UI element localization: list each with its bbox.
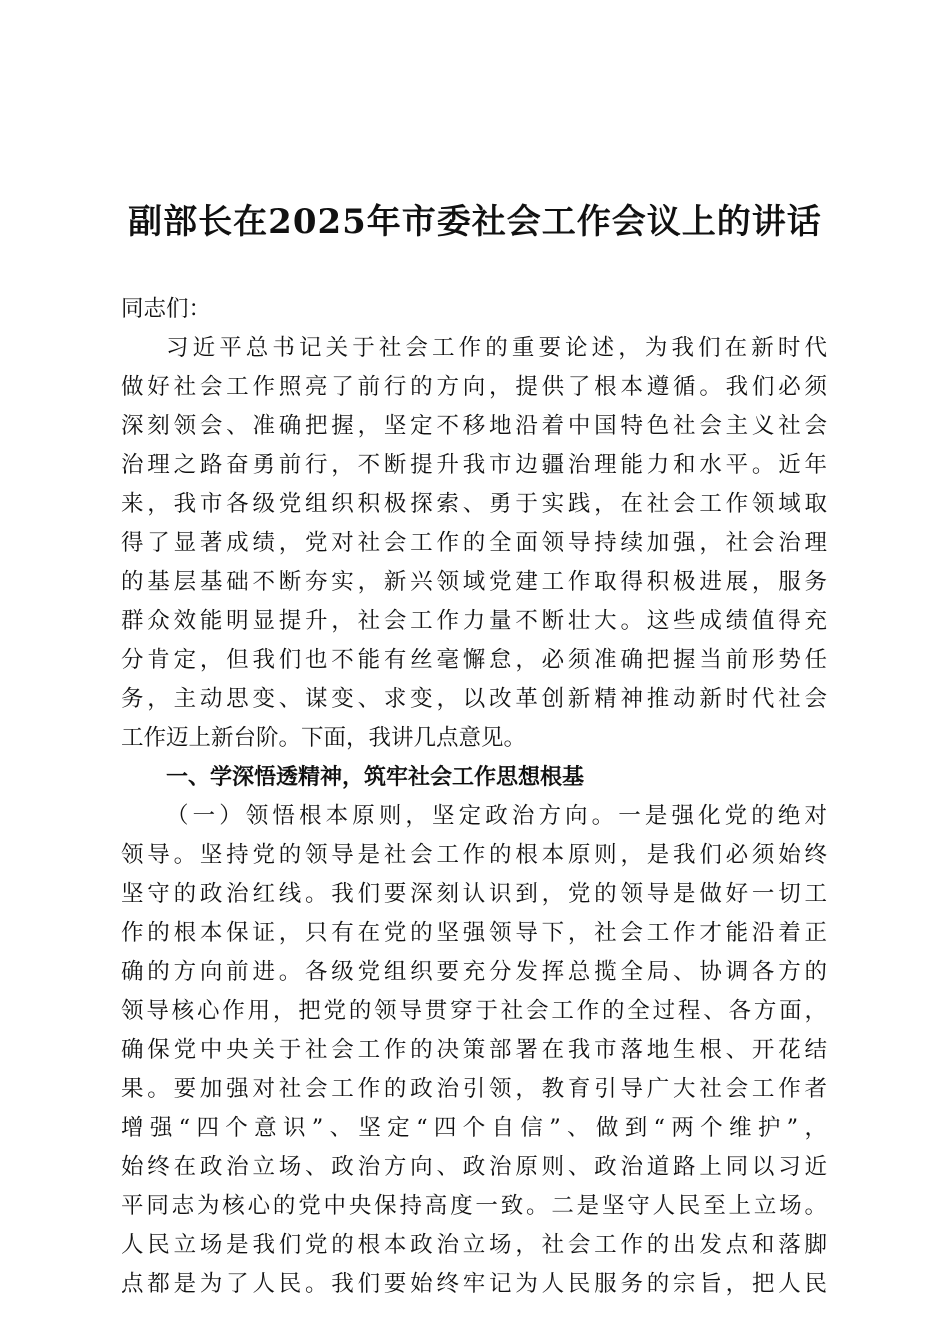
- paragraph-line: 深刻领会、准确把握，坚定不移地沿着中国特色社会主义社会: [121, 413, 827, 439]
- paragraph-line: 领导核心作用，把党的领导贯穿于社会工作的全过程、各方面，: [121, 998, 827, 1024]
- paragraph-line: 确的方向前进。各级党组织要充分发挥总揽全局、协调各方的: [121, 959, 827, 985]
- paragraph-line: 确保党中央关于社会工作的决策部署在我市落地生根、开花结: [121, 1037, 827, 1063]
- paragraph-line: 群众效能明显提升，社会工作力量不断壮大。这些成绩值得充: [121, 608, 827, 634]
- paragraph-line: 作的根本保证，只有在党的坚强领导下，社会工作才能沿着正: [121, 920, 827, 946]
- paragraph-line: 坚守的政治红线。我们要深刻认识到，党的领导是做好一切工: [121, 881, 827, 907]
- paragraph-line: 领导。坚持党的领导是社会工作的根本原则，是我们必须始终: [121, 842, 827, 868]
- paragraph-line: 平同志为核心的党中央保持高度一致。二是坚守人民至上立场。: [121, 1193, 827, 1219]
- paragraph-line: 人民立场是我们党的根本政治立场，社会工作的出发点和落脚: [121, 1232, 827, 1258]
- paragraph-line: 得了显著成绩，党对社会工作的全面领导持续加强，社会治理: [121, 530, 827, 556]
- paragraph-line: 治理之路奋勇前行，不断提升我市边疆治理能力和水平。近年: [121, 452, 827, 478]
- paragraph-line: 分肯定，但我们也不能有丝毫懈怠，必须准确把握当前形势任: [121, 647, 827, 673]
- salutation: 同志们：: [121, 296, 212, 322]
- document-title: 副部长在2025年市委社会工作会议上的讲话: [128, 202, 822, 242]
- paragraph-line: 增强“四个意识”、坚定“四个自信”、做到“两个维护”，: [121, 1115, 827, 1141]
- paragraph-line: 做好社会工作照亮了前行的方向，提供了根本遵循。我们必须: [121, 374, 827, 400]
- paragraph-line: （一）领悟根本原则，坚定政治方向。一是强化党的绝对: [166, 803, 827, 829]
- paragraph-line: 务，主动思变、谋变、求变，以改革创新精神推动新时代社会: [121, 686, 827, 712]
- paragraph-line: 来，我市各级党组织积极探索、勇于实践，在社会工作领域取: [121, 491, 827, 517]
- paragraph-line: 果。要加强对社会工作的政治引领，教育引导广大社会工作者: [121, 1076, 827, 1102]
- document-body: [121, 290, 827, 1304]
- section-heading: 一、学深悟透精神，筑牢社会工作思想根基: [166, 765, 585, 790]
- paragraph-line: 工作迈上新台阶。下面，我讲几点意见。: [121, 725, 527, 751]
- paragraph-line: 的基层基础不断夯实，新兴领域党建工作取得积极进展，服务: [121, 569, 827, 595]
- paragraph-line: 点都是为了人民。我们要始终牢记为人民服务的宗旨，把人民: [121, 1271, 827, 1297]
- paragraph-line: 习近平总书记关于社会工作的重要论述，为我们在新时代: [166, 335, 827, 361]
- paragraph-line: 始终在政治立场、政治方向、政治原则、政治道路上同以习近: [121, 1154, 827, 1180]
